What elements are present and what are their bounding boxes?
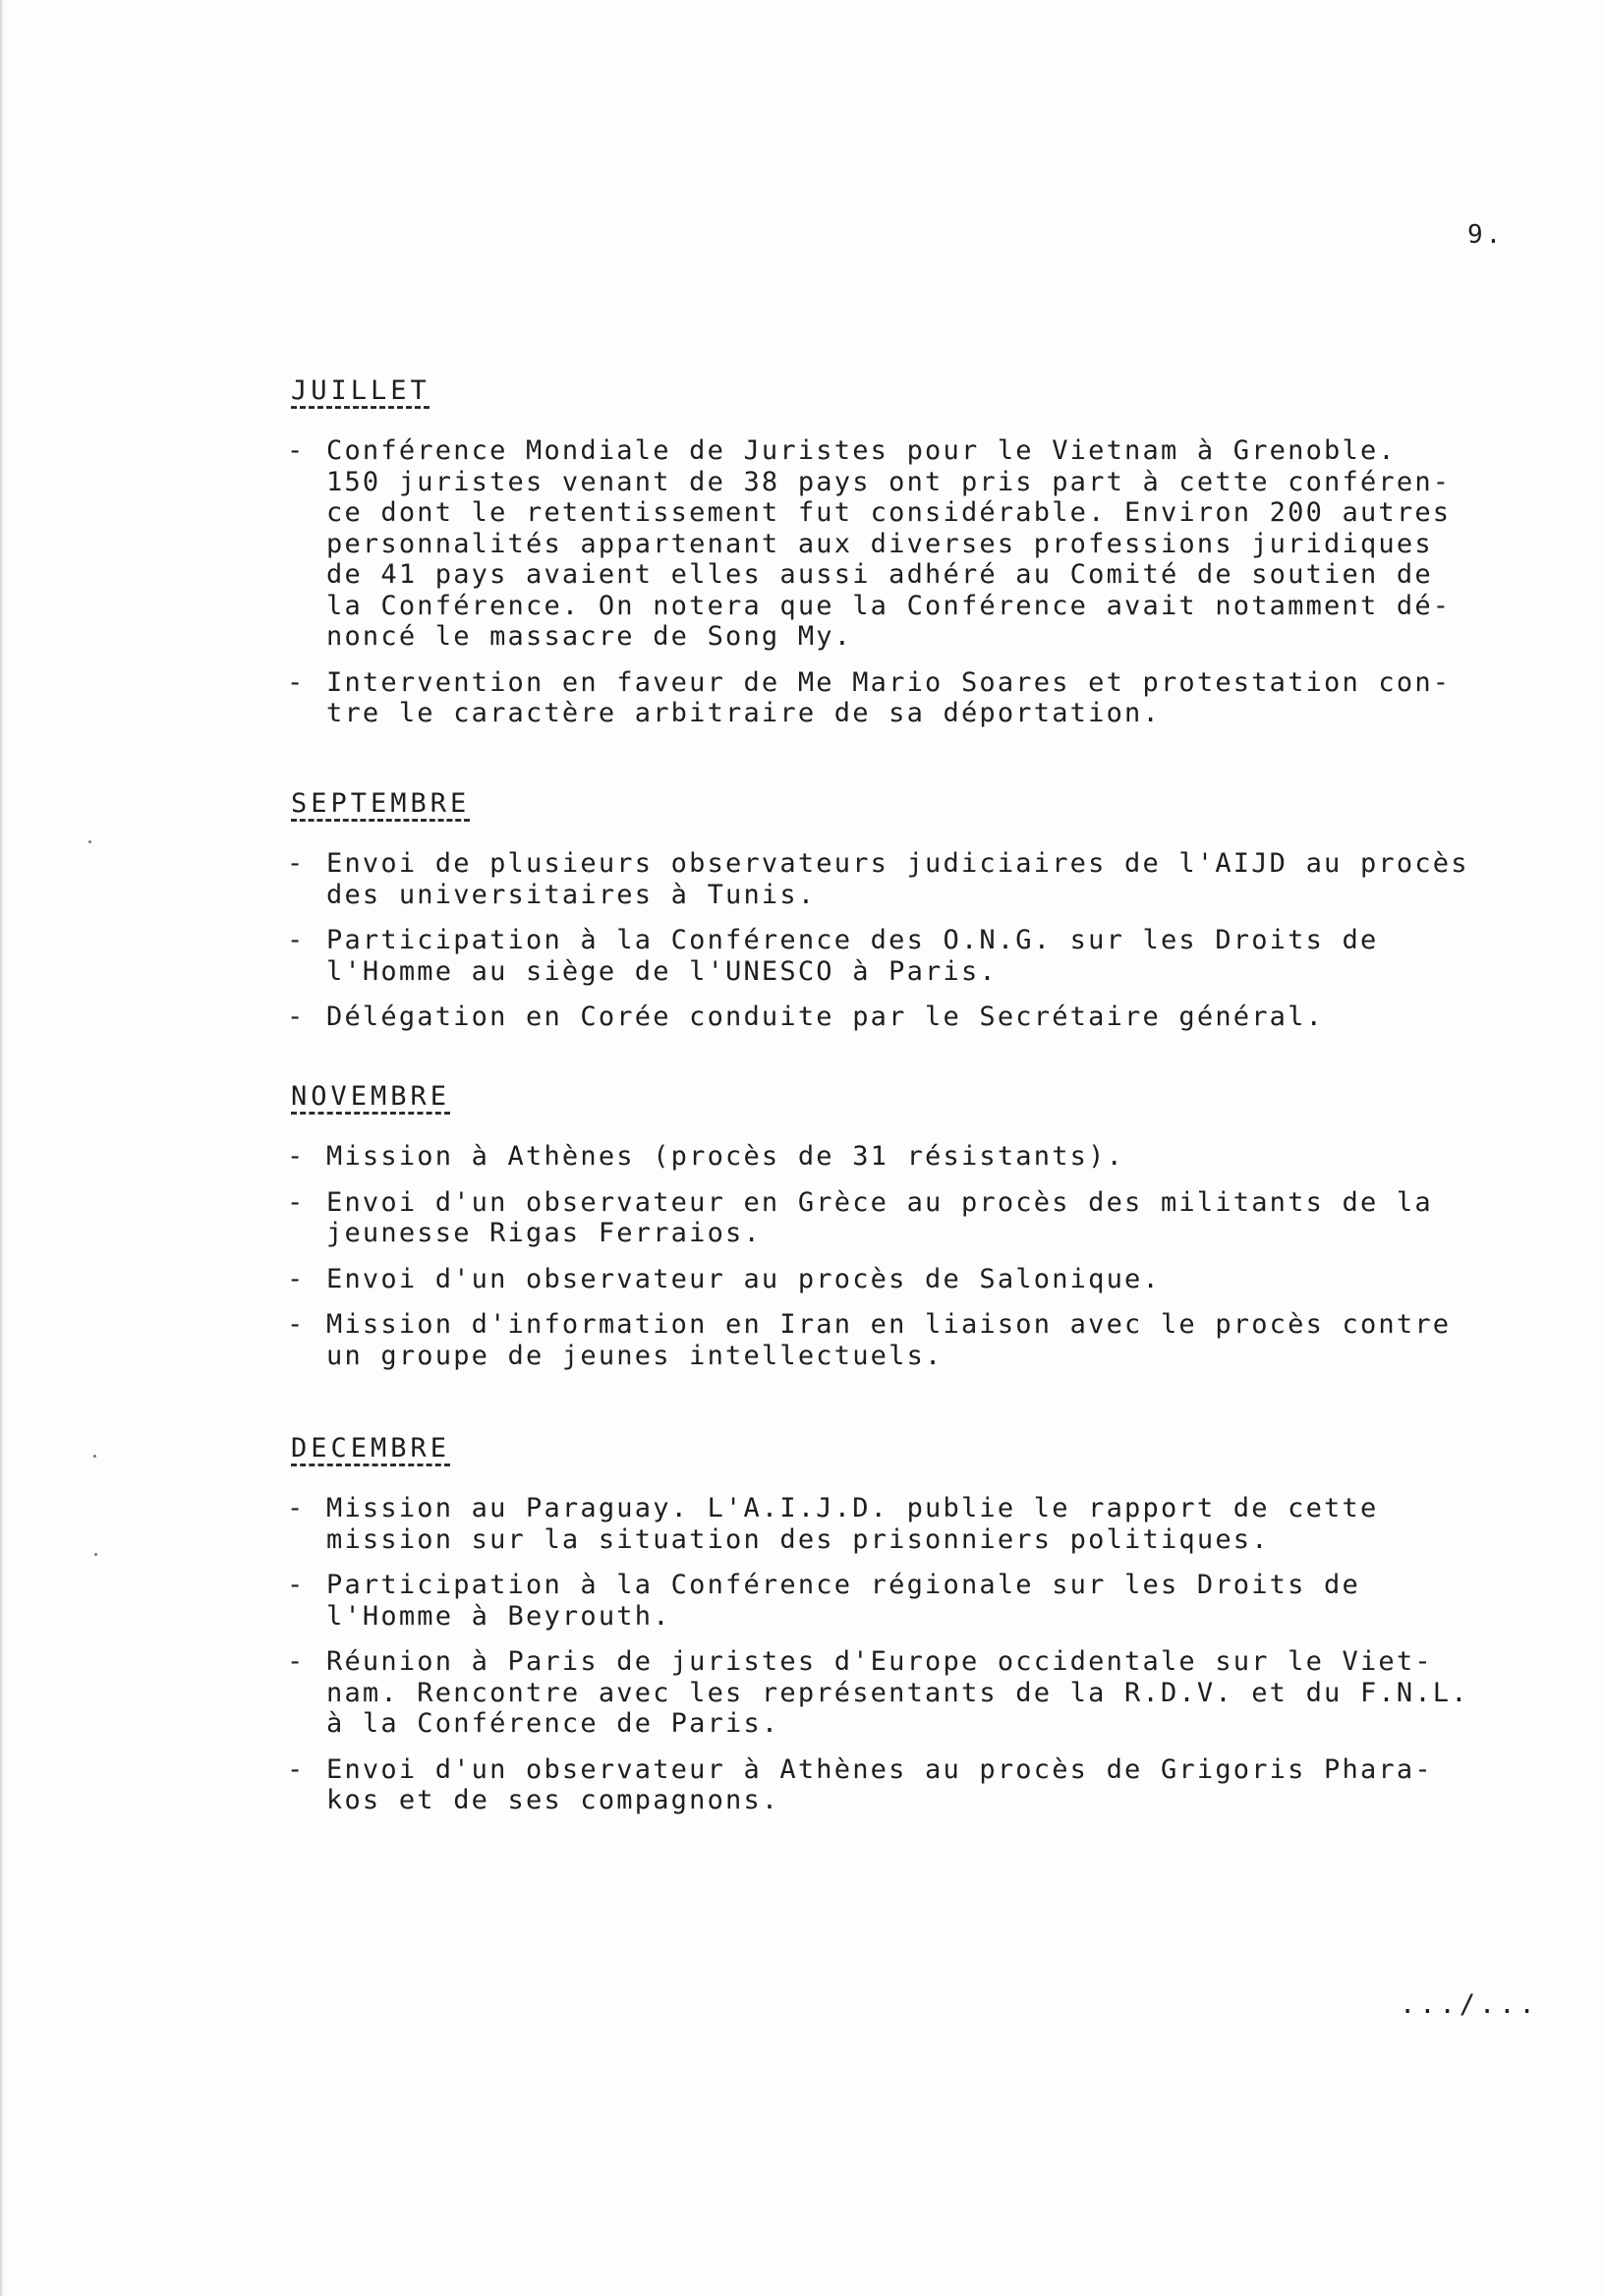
dash-bullet: - <box>287 925 306 955</box>
item-text: Mission à Athènes (procès de 31 résistants). <box>326 1141 1125 1172</box>
list-item <box>287 1646 1565 1740</box>
list-item <box>287 925 1565 987</box>
dash-bullet: - <box>287 1141 306 1172</box>
dash-bullet: - <box>287 1263 306 1294</box>
list-item <box>287 1754 1565 1816</box>
scan-edge <box>0 0 4 2296</box>
dash-bullet: - <box>287 1753 306 1785</box>
dash-bullet: - <box>287 1646 306 1677</box>
list-item <box>287 1570 1565 1632</box>
item-text: Mission d'information en Iran en liaison avec le procès contre un groupe de jeunes intellectuels. <box>326 1309 1452 1371</box>
item-text: Envoi d'un observateur au procès de Salonique. <box>326 1263 1161 1294</box>
dash-bullet: - <box>287 666 306 698</box>
list-item <box>287 1493 1565 1555</box>
list-item <box>287 1309 1565 1371</box>
item-text: Envoi d'un observateur en Grèce au procès des militants de la jeunesse Rigas Ferraios. <box>326 1186 1433 1248</box>
dash-bullet: - <box>287 1002 306 1032</box>
dash-bullet: - <box>287 1309 306 1340</box>
continuation-mark: .../... <box>1400 1989 1539 2020</box>
scan-speck <box>93 1455 96 1458</box>
dash-bullet: - <box>287 848 306 879</box>
list-item <box>287 848 1565 910</box>
section-septembre <box>287 788 1565 1048</box>
item-text: Délégation en Corée conduite par le Secrétaire général. <box>326 1002 1325 1032</box>
dash-bullet: - <box>287 435 306 466</box>
item-text: Participation à la Conférence des O.N.G. sur les Droits de l'Homme au siège de l'UNESCO à Paris. <box>326 925 1379 987</box>
item-text: Réunion à Paris de juristes d'Europe occidentale sur le Viet- nam. Rencontre avec les représentants de la R.D.V. et du F.N.L. à la Conférence de Paris. <box>326 1646 1469 1739</box>
section-heading: NOVEMBRE <box>291 1081 451 1112</box>
item-list <box>287 1141 1565 1371</box>
section-decembre <box>287 1433 1565 1831</box>
list-item <box>287 1141 1565 1173</box>
list-item <box>287 1264 1565 1295</box>
item-text: Intervention en faveur de Me Mario Soares et protestation con- tre le caractère arbitraire de sa déportation. <box>326 666 1452 728</box>
dash-bullet: - <box>287 1186 306 1218</box>
section-heading: DECEMBRE <box>291 1433 451 1464</box>
dash-bullet: - <box>287 1570 306 1600</box>
scan-speck <box>88 840 91 843</box>
item-text: Envoi de plusieurs observateurs judiciaires de l'AIJD au procès des universitaires à Tunis. <box>326 848 1469 910</box>
section-heading: SEPTEMBRE <box>291 788 471 819</box>
section-heading: JUILLET <box>291 375 430 406</box>
list-item <box>287 1187 1565 1249</box>
item-text: Envoi d'un observateur à Athènes au procès de Grigoris Phara- kos et de ses compagnons. <box>326 1753 1433 1815</box>
section-juillet <box>287 375 1565 744</box>
list-item <box>287 1002 1565 1033</box>
list-item <box>287 667 1565 729</box>
page-number: 9. <box>1467 220 1505 250</box>
item-list <box>287 435 1565 729</box>
item-text: Conférence Mondiale de Juristes pour le Vietnam à Grenoble. 150 juristes venant de 38 pays ont pris part à cette conféren- ce dont le retentissement fut considérable. Environ 200 autres personnalités appartenant aux diverses professions juridiques de 41 pays avaient elles aussi adhéré au Comité de soutien de la Conférence. On notera que la Conférence avait notamment dé- noncé le massacre de Song My. <box>326 435 1452 652</box>
item-text: Mission au Paraguay. L'A.I.J.D. publie le rapport de cette mission sur la situation des prisonniers politiques. <box>326 1493 1379 1555</box>
section-novembre <box>287 1081 1565 1386</box>
list-item <box>287 435 1565 653</box>
item-list <box>287 848 1565 1033</box>
item-text: Participation à la Conférence régionale sur les Droits de l'Homme à Beyrouth. <box>326 1570 1360 1632</box>
scan-speck <box>94 1553 97 1556</box>
dash-bullet: - <box>287 1493 306 1523</box>
item-list <box>287 1493 1565 1816</box>
